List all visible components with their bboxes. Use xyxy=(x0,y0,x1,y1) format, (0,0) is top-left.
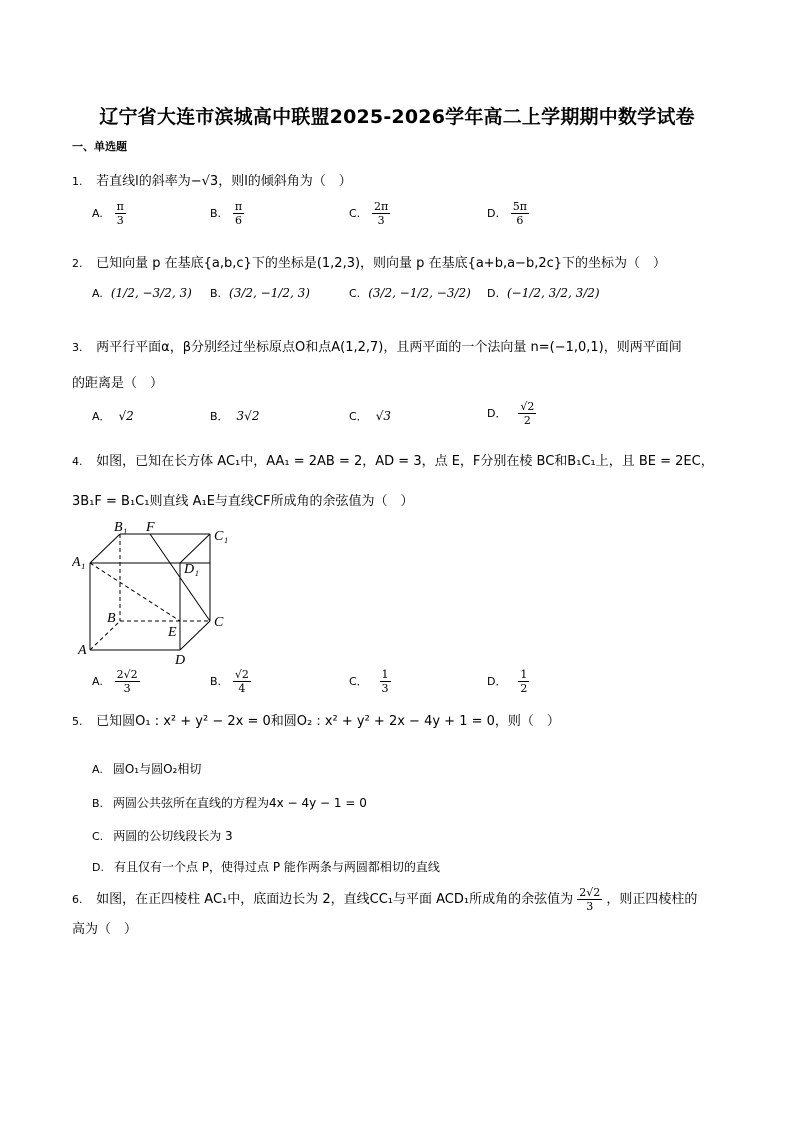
question-1 xyxy=(72,170,352,189)
question-number: 3. xyxy=(72,341,83,354)
option-2c: C. (3/2, −1/2, −3/2) xyxy=(349,286,471,300)
label-d1: D₁ xyxy=(184,562,199,577)
question-4 xyxy=(72,450,714,469)
edge xyxy=(90,534,120,563)
label-a1: A₁ xyxy=(72,555,86,570)
option-5d: D. 有且仅有一个点 P，使得过点 P 能作两条与两圆都相切的直线 xyxy=(92,860,440,874)
question-3-cont: 的距离是（ ） xyxy=(72,376,164,391)
question-text: 已知向量 p 在基底{a,b,c}下的坐标是(1,2,3)，则向量 p 在基底{a+b,a−b,2c}下的坐标为（ ） xyxy=(96,256,667,271)
edge xyxy=(180,621,210,650)
label-f: F xyxy=(146,520,155,535)
question-2 xyxy=(72,252,666,271)
question-5 xyxy=(72,710,560,729)
option-4c: C． $\frac{1}{3}$ xyxy=(349,668,389,695)
question-text: 两平行平面α，β分别经过坐标原点O和点A(1,2,7)，且两平面的一个法向量 n=(−1,0,1)，则两平面间 xyxy=(96,340,682,355)
fraction: $\frac{5\pi}{6}$ xyxy=(512,200,528,227)
section-heading: 一、单选题 xyxy=(72,140,127,153)
question-text: 如图，在正四棱柱 AC₁中，底面边长为 2，直线CC₁与平面 ACD₁所成角的余弦值为 xyxy=(96,892,574,907)
option-4d: D． $\frac{1}{2}$ xyxy=(487,668,528,695)
option-1a: A. $\frac{\pi}{3}$ xyxy=(92,200,124,227)
edge xyxy=(180,534,210,563)
question-number: 4. xyxy=(72,455,83,468)
option-3d: D． $\frac{√2}{2}$ xyxy=(487,400,535,427)
question-text: 若直线l的斜率为−√3，则l的倾斜角为（ ） xyxy=(96,174,352,189)
option-2d: D. (−1/2, 3/2, 3/2) xyxy=(487,286,600,300)
fraction: $\frac{√2}{4}$ xyxy=(234,668,249,695)
option-4b: B. $\frac{√2}{4}$ xyxy=(210,668,249,695)
label-e: E xyxy=(168,625,177,640)
question-number: 1. xyxy=(72,175,83,188)
question-6: 6. 如图，在正四棱柱 AC₁中，底面边长为 2，直线CC₁与平面 ACD₁所成角的余弦值为 $\frac{2√2}{3}$ ，则正四棱柱的 xyxy=(72,886,698,913)
option-5c: C. 两圆的公切线段长为 3 xyxy=(92,829,233,843)
option-2a: A. (1/2, −3/2, 3) xyxy=(92,286,192,300)
option-1b: B. $\frac{\pi}{6}$ xyxy=(210,200,243,227)
fraction: $\frac{2√2}{3}$ xyxy=(579,886,601,913)
label-b1: B₁ xyxy=(114,520,128,535)
question-text: 已知圆O₁ : x² + y² − 2x = 0和圆O₂ : x² + y² + 2x − 4y + 1 = 0，则（ ） xyxy=(96,714,560,729)
question-4-cont: 3B₁F = B₁C₁则直线 A₁E与直线CF所成角的余弦值为（ ） xyxy=(72,494,414,509)
fraction: $\frac{2\pi}{3}$ xyxy=(374,200,389,227)
cuboid-figure xyxy=(72,520,242,670)
question-number: 2. xyxy=(72,257,83,270)
option-5a: A. 圆O₁与圆O₂相切 xyxy=(92,762,202,776)
option-4a: A. $\frac{2√2}{3}$ xyxy=(92,668,138,695)
label-a: A xyxy=(78,643,87,658)
label-c: C xyxy=(214,615,224,630)
label-d: D xyxy=(175,653,186,668)
option-3a: A． √2 xyxy=(92,409,134,423)
option-3b: B． 3√2 xyxy=(210,409,260,423)
fraction: $\frac{1}{2}$ xyxy=(520,668,528,695)
fraction: $\frac{1}{3}$ xyxy=(381,668,389,695)
question-number: 5. xyxy=(72,715,83,728)
option-1c: C. $\frac{2\pi}{3}$ xyxy=(349,200,389,227)
fraction: $\frac{2√2}{3}$ xyxy=(116,668,138,695)
option-2b: B. (3/2, −1/2, 3) xyxy=(210,286,310,300)
label-c1: C₁ xyxy=(214,529,229,544)
option-5b: B. 两圆公共弦所在直线的方程为4x − 4y − 1 = 0 xyxy=(92,796,367,810)
fraction: $\frac{\pi}{6}$ xyxy=(234,200,243,227)
question-number: 6. xyxy=(72,893,83,906)
option-1d: D. $\frac{5\pi}{6}$ xyxy=(487,200,528,227)
question-text: 如图，已知在长方体 AC₁中，AA₁ = 2AB = 2，AD = 3，点 E，F分别在棱 BC和B₁C₁上，且 BE = 2EC， xyxy=(96,454,714,469)
question-6-cont: 高为（ ） xyxy=(72,922,138,937)
fraction: $\frac{√2}{2}$ xyxy=(520,400,535,427)
label-b: B xyxy=(107,611,116,626)
exam-title: 辽宁省大连市滨城高中联盟2025-2026学年高二上学期期中数学试卷 xyxy=(99,106,695,128)
option-3c: C． √3 xyxy=(349,409,391,423)
segment-a1e xyxy=(90,563,180,621)
fraction: $\frac{\pi}{3}$ xyxy=(116,200,124,227)
question-3 xyxy=(72,336,682,355)
